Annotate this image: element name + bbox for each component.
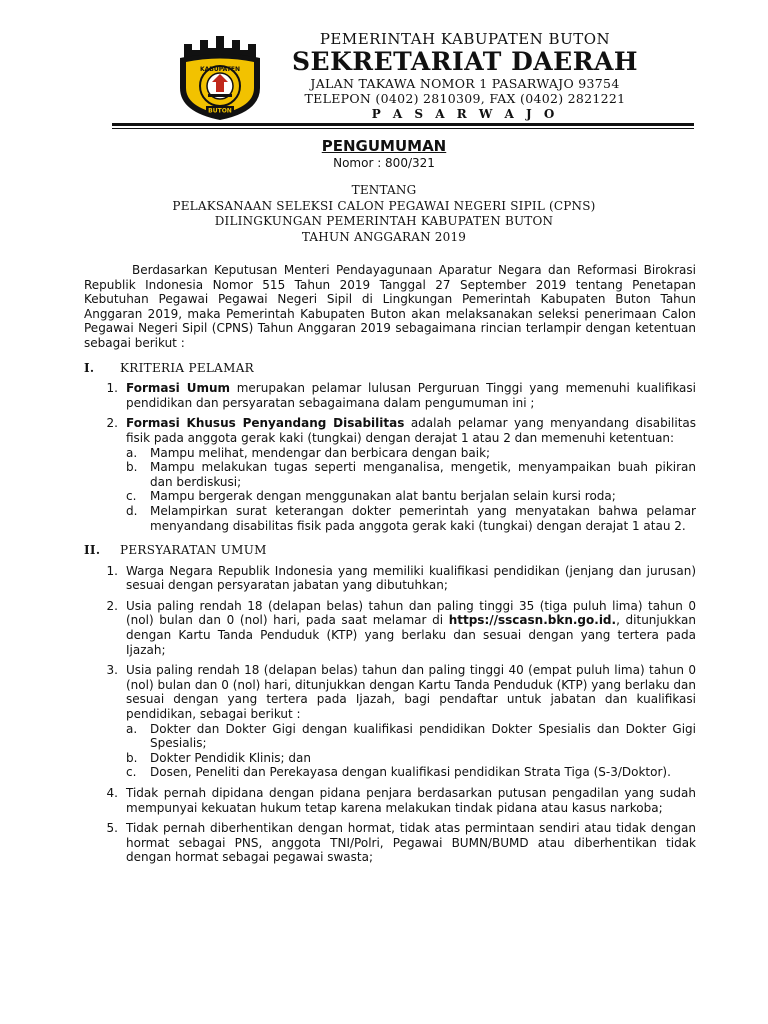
kriteria-list [84, 381, 696, 533]
sublist-text: Dokter dan Dokter Gigi dengan kualifikasi pendidikan Dokter Spesialis dan Dokter Gigi Spesialis; [150, 721, 696, 751]
item-text: Warga Negara Republik Indonesia yang memiliki kualifikasi pendidikan (jenjang dan jurusan) sesuai dengan persyaratan jabatan yang dibutuhkan; [126, 563, 696, 593]
list-marker: 2. [106, 416, 118, 431]
sublist-text: Mampu bergerak dengan menggunakan alat bantu berjalan selain kursi roda; [150, 489, 616, 504]
item-text: adalah pelamar yang menyandang disabilitas fisik pada anggota gerak kaki (tungkai) dengan derajat 1 atau 2 dan memenuhi ketentuan: [126, 416, 696, 445]
sublist-marker: a. [126, 721, 138, 736]
letterhead-government: PEMERINTAH KABUPATEN BUTON [319, 30, 611, 48]
usia-sublist [126, 722, 696, 780]
item-bold-label: Formasi Khusus Penyandang Disabilitas [126, 416, 405, 431]
sublist-item [126, 460, 696, 489]
letterhead-rule-thick [112, 123, 694, 126]
letterhead-address: JALAN TAKAWA NOMOR 1 PASARWAJO 93754 [310, 76, 620, 91]
sublist-item [126, 446, 696, 461]
sublist-text: Melampirkan surat keterangan dokter pemerintah yang menyatakan bahwa pelamar menyandang disabilitas fisik pada anggota gerak kaki (tungkai) dengan derajat 1 atau 2. [150, 503, 696, 533]
sublist-text: Mampu melihat, mendengar dan berbicara dengan baik; [150, 445, 491, 460]
list-marker: 1. [106, 381, 118, 396]
item-text: merupakan pelamar lulusan Perguruan Tinggi yang memenuhi kualifikasi pendidikan dan persyaratan sebagaimana dalam pengumuman ini ; [126, 381, 696, 410]
section-title: KRITERIA PELAMAR [120, 360, 255, 375]
section-number: I. [84, 360, 95, 375]
disabilitas-sublist [126, 446, 696, 534]
sublist-marker: c. [126, 489, 137, 504]
subject-line-4: TAHUN ANGGARAN 2019 [301, 229, 467, 244]
list-item [84, 786, 696, 815]
sublist-text: Dokter Pendidik Klinis; dan [150, 750, 311, 765]
announcement-title [0, 136, 768, 171]
subject-line-2: PELAKSANAAN SELEKSI CALON PEGAWAI NEGERI SIPIL (CPNS) [172, 198, 596, 213]
sublist-item [126, 765, 696, 780]
sublist-item [126, 751, 696, 766]
section-persyaratan-umum [84, 543, 696, 558]
sublist-marker: b. [126, 750, 138, 765]
kabupaten-buton-emblem-icon [174, 30, 266, 122]
emblem-top-text: KABUPATEN [200, 66, 240, 73]
letterhead-rule-thin [112, 128, 694, 129]
sublist-text: Mampu melakukan tugas seperti menganalisa, mengetik, menyampaikan buah pikiran dan berdiskusi; [150, 460, 696, 489]
item-text: , ditunjukkan dengan Kartu Tanda Penduduk (KTP) yang berlaku dan sesuai dengan yang tertera pada Ijazah; [126, 613, 696, 657]
sscasn-link[interactable]: https://sscasn.bkn.go.id. [448, 613, 617, 628]
sublist-item [126, 722, 696, 751]
sublist-marker: d. [126, 503, 138, 518]
list-item [84, 381, 696, 410]
subject-line-1: TENTANG [351, 183, 417, 197]
announcement-number: Nomor : 800/321 [333, 156, 435, 170]
letterhead-city: P A S A R W A J O [371, 107, 559, 121]
sublist-item [126, 504, 696, 533]
letterhead-office: SEKRETARIAT DAERAH [291, 47, 639, 76]
item-bold-label: Formasi Umum [126, 381, 231, 396]
sublist-text: Dosen, Peneliti dan Perekayasa dengan kualifikasi pendidikan Strata Tiga (S-3/Doktor). [150, 765, 671, 780]
subject-line-3: DILINGKUNGAN PEMERINTAH KABUPATEN BUTON [214, 214, 554, 228]
sublist-marker: b. [126, 460, 138, 475]
list-item [84, 416, 696, 533]
item-text: Usia paling rendah 18 (delapan belas) tahun dan paling tinggi 35 (tiga puluh lima) tahun 0 (nol) bulan dan 0 (nol) hari, pada saat melamar di [126, 598, 696, 628]
item-text: Tidak pernah dipidana dengan pidana penjara berdasarkan putusan pengadilan yang sudah mempunyai kekuatan hukum tetap karena melakukan tindak pidana atau kasus narkoba; [126, 786, 696, 815]
section-number: II. [84, 543, 101, 558]
list-marker: 4. [106, 786, 118, 800]
list-marker: 3. [106, 663, 118, 678]
sublist-item [126, 489, 696, 504]
list-marker: 2. [106, 598, 118, 613]
letterhead-phone: TELEPON (0402) 2810309, FAX (0402) 2821221 [304, 91, 626, 106]
letterhead [270, 30, 660, 122]
section-kriteria-pelamar [84, 361, 696, 376]
intro-paragraph: Berdasarkan Keputusan Menteri Pendayagunaan Aparatur Negara dan Reformasi Birokrasi Republik Indonesia Nomor 515 Tahun 2019 Tanggal 27 September 2019 tentang Penetapan Kebutuhan Pegawai Pegawai Negeri Sipil di Lingkungan Pemerintah Kabupaten Buton Tahun Anggaran 2019, maka Pemerintah Kabupaten Buton akan melaksanakan seleksi penerimaan Calon Pegawai Negeri Sipil (CPNS) Tahun Anggaran 2019 sebagaimana rincian terlampir dengan ketentuan sebagai berikut : [84, 263, 696, 350]
announcement-heading: PENGUMUMAN [321, 137, 447, 155]
list-item [84, 564, 696, 593]
item-text: Tidak pernah diberhentikan dengan hormat, tidak atas permintaan sendiri atau tidak dengan hormat sebagai PNS, anggota TNI/Polri, Pegawai BUMN/BUMD atau diberhentikan tidak dengan hormat sebagai pegawai swasta; [126, 821, 696, 865]
document-body [84, 263, 696, 871]
emblem-bottom-text: BUTON [208, 107, 232, 115]
sublist-marker: a. [126, 445, 138, 460]
list-marker: 1. [106, 563, 118, 578]
list-item [84, 663, 696, 780]
section-title: PERSYARATAN UMUM [120, 543, 267, 558]
item-text: Usia paling rendah 18 (delapan belas) tahun dan paling tinggi 40 (empat puluh lima) tahun 0 (nol) bulan dan 0 (nol) hari, ditunjukkan dengan Kartu Tanda Penduduk (KTP) yang berlaku dan sesuai dengan yang tertera pada Ijazah, bagi pendaftar untuk jabatan dan kualifikasi pendidikan, sebagai berikut : [126, 663, 696, 722]
list-item [84, 599, 696, 657]
persyaratan-list [84, 564, 696, 865]
announcement-subject [0, 183, 768, 245]
list-marker: 5. [106, 821, 118, 836]
list-item [84, 821, 696, 865]
sublist-marker: c. [126, 765, 137, 780]
